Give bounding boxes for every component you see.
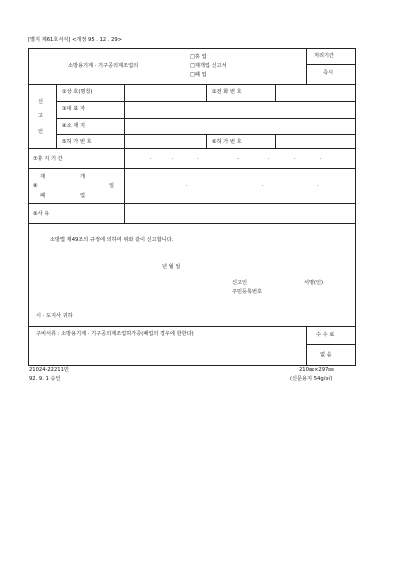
recipient-label: 시 · 도지사 귀하 [36,313,73,319]
period-col [124,148,125,168]
reason-bottom [28,223,356,224]
footer-paper: (신문용지 54g/㎡) [290,376,333,382]
restart-c3: 일 [109,183,115,189]
reason-col [124,203,125,223]
restart-c2-b: 업 [80,193,86,199]
row1-mid [206,84,207,101]
applicant-label-3: 인 [38,129,44,135]
resident-id-label: 주민등록번호 [232,289,263,295]
fee-col [306,326,307,365]
declarant-label: 신고인 [232,280,248,286]
reason-label: ⑨사 유 [33,211,50,217]
fee-value: 없 음 [320,352,332,358]
processing-label: 처리기간 [314,53,335,59]
title-option-3: □폐 업 [190,72,207,78]
restart-c1-b: 폐 [40,193,46,199]
restart-dot-1: · [186,183,188,189]
row4-mid2 [275,134,276,148]
period-dot-3: · [197,156,199,162]
title-divider [306,48,307,84]
field-phone2-label: ⑥허 가 번 호 [212,139,242,145]
fee-label: 수 수 료 [316,332,335,338]
processing-value: 즉시 [323,70,334,76]
restart-c1-a: 재 [40,174,46,180]
footer-code: 21024-22211민 [29,367,69,373]
applicant-bottom [28,148,356,149]
frame-bottom [28,365,356,366]
restart-c2-a: 개 [80,174,86,180]
restart-dot-2: · [262,183,264,189]
frame-left [28,48,29,366]
period-label: ⑦휴 지 기 간 [33,156,63,162]
applicant-col [56,84,57,148]
title-option-2: □재개업 신고서 [190,63,227,69]
row1-bottom [56,101,356,102]
period-dot-4: · [268,156,270,162]
row-title-bottom [28,84,356,85]
period-dot-5: · [294,156,296,162]
footer-approval: 92. 9. 1 승인 [29,376,61,382]
restart-num: ⑧ [33,183,38,189]
proc-divider [306,64,356,65]
restart-col [124,168,125,203]
field-name-label: ①상 호(명칭) [62,89,93,95]
field-permit-label: ⑤허 가 번 호 [62,139,92,145]
applicant-label-2: 고 [38,113,44,119]
row4-mid [206,134,207,148]
period-dot-1: · [150,156,152,162]
declaration-text: 소방법 제49조의 규정에 의하여 위와 같이 신고합니다. [50,237,174,243]
field-representative-label: ③대 표 자 [62,106,85,112]
title-option-1: □휴 업 [190,54,207,60]
row1-mid2 [275,84,276,101]
field-address-label: ④소 재 지 [62,123,85,129]
row2-bottom [56,118,356,119]
signature-label: 서명(인) [304,280,324,286]
period-bottom [28,168,356,169]
form-number: [별지 제61호서식] <개정 95 . 12 . 29> [28,37,123,43]
documents-text: 구비서류 : 소방용기계 · 기구공의제조업허가증(폐업의 경우에 한한다) [36,331,194,337]
title-left: 소방용기계 · 기구공의제조업의 [68,63,139,69]
footer-size: 210㎜×297㎜ [299,367,334,373]
fee-divider [306,344,356,345]
frame-right [355,48,356,366]
period-dot-2: · [172,156,174,162]
period-dash: - [237,156,239,162]
restart-bottom [28,203,356,204]
period-dot-6: · [320,156,322,162]
field-label-col [124,84,125,148]
field-phone1-label: ②전 화 번 호 [212,89,242,95]
restart-dot-3: · [317,183,319,189]
applicant-label-1: 신 [38,99,44,105]
declaration-date: 년 월 일 [162,264,181,270]
